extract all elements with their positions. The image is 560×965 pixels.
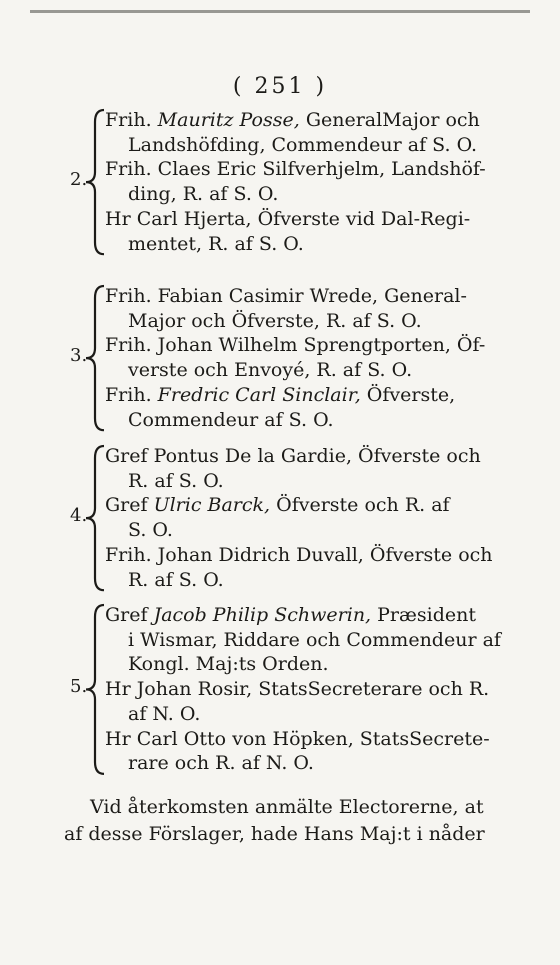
entry-continuation-line	[128, 469, 224, 493]
entry-continuation-line	[128, 309, 422, 333]
text-run: Hr Carl Otto von Höpken, StatsSecrete-	[105, 727, 490, 750]
entry-continuation-line	[128, 518, 173, 542]
text-run: Frih.	[105, 383, 158, 406]
text-run: Commendeur af S. O.	[128, 408, 334, 431]
entry-first-line	[105, 108, 480, 132]
entry-first-line	[105, 383, 455, 407]
entry-continuation-line	[128, 751, 314, 775]
text-run: Frih. Johan Wilhelm Sprengtporten, Öf-	[105, 334, 486, 357]
entry-continuation-line	[128, 628, 501, 652]
text-run: Frih. Claes Eric Silfverhjelm, Landshöf-	[105, 158, 486, 181]
text-run: Præsident	[371, 604, 476, 626]
text-run: Hr Johan Rosir, StatsSecreterare och R.	[105, 678, 490, 701]
entry-first-line	[105, 493, 450, 517]
text-run: verste och Envoyé, R. af S. O.	[128, 359, 413, 382]
top-rule	[30, 10, 530, 13]
entry-continuation-line	[128, 182, 278, 206]
entry-first-line	[105, 207, 470, 231]
text-run: Frih.	[105, 109, 158, 131]
text-run: af N. O.	[128, 702, 201, 725]
text-run: rare och R. af N. O.	[128, 752, 314, 775]
group-number: 5.	[70, 676, 88, 698]
text-run: Hr Carl Hjerta, Öfverste vid Dal-Regi-	[105, 207, 471, 230]
text-run: Gref	[105, 604, 154, 626]
italic-name: Mauritz Posse,	[157, 109, 300, 131]
closing-line: af desse Förslager, hade Hans Maj:t i nåder	[64, 823, 485, 845]
text-run: Kongl. Maj:ts Orden.	[128, 653, 329, 676]
entry-first-line	[105, 444, 481, 468]
entry-first-line	[105, 727, 490, 751]
page-number: ( 251 )	[232, 74, 328, 99]
entry-continuation-line	[128, 358, 412, 382]
group-number: 4.	[70, 505, 88, 527]
entry-first-line	[105, 333, 485, 357]
text-run: ding, R. af S. O.	[128, 183, 279, 206]
text-run: S. O.	[128, 519, 173, 542]
entry-continuation-line	[128, 133, 477, 157]
text-run: GeneralMajor och	[299, 109, 480, 131]
text-run: Gref	[105, 494, 154, 517]
italic-name: Jacob Philip Schwerin,	[153, 604, 372, 626]
entry-first-line	[105, 284, 467, 308]
text-run: Landshöfding, Commendeur af S. O.	[128, 133, 478, 156]
entry-continuation-line	[128, 408, 334, 432]
text-run: Frih. Johan Didrich Duvall, Öfverste och	[105, 543, 493, 566]
italic-name: Fredric Carl Sinclair,	[157, 383, 361, 406]
entry-continuation-line	[128, 652, 329, 676]
curly-brace	[84, 108, 106, 256]
curly-brace	[84, 444, 106, 592]
group-number: 2.	[70, 169, 88, 191]
text-run: Öfverste,	[360, 383, 456, 406]
text-run: Major och Öfverste, R. af S. O.	[128, 309, 422, 332]
text-run: Öfverste och R. af	[270, 494, 450, 517]
text-run: mentet, R. af S. O.	[128, 232, 304, 255]
text-run: R. af S. O.	[128, 568, 224, 591]
entry-first-line	[105, 157, 486, 181]
text-run: i Wismar, Riddare och Commendeur af	[128, 628, 501, 651]
italic-name: Ulric Barck,	[153, 494, 271, 517]
entry-continuation-line	[128, 702, 200, 726]
entry-continuation-line	[128, 568, 224, 592]
entry-first-line	[105, 677, 489, 701]
closing-line: Vid återkomsten anmälte Electorerne, at	[90, 796, 484, 818]
text-run: R. af S. O.	[128, 469, 224, 492]
entry-first-line	[105, 603, 476, 627]
entry-first-line	[105, 543, 493, 567]
entry-continuation-line	[128, 232, 304, 256]
curly-brace	[84, 284, 106, 432]
group-number: 3.	[70, 345, 88, 367]
text-run: Gref Pontus De la Gardie, Öfverste och	[105, 445, 481, 467]
text-run: Frih. Fabian Casimir Wrede, General-	[105, 285, 467, 307]
curly-brace	[84, 603, 106, 776]
